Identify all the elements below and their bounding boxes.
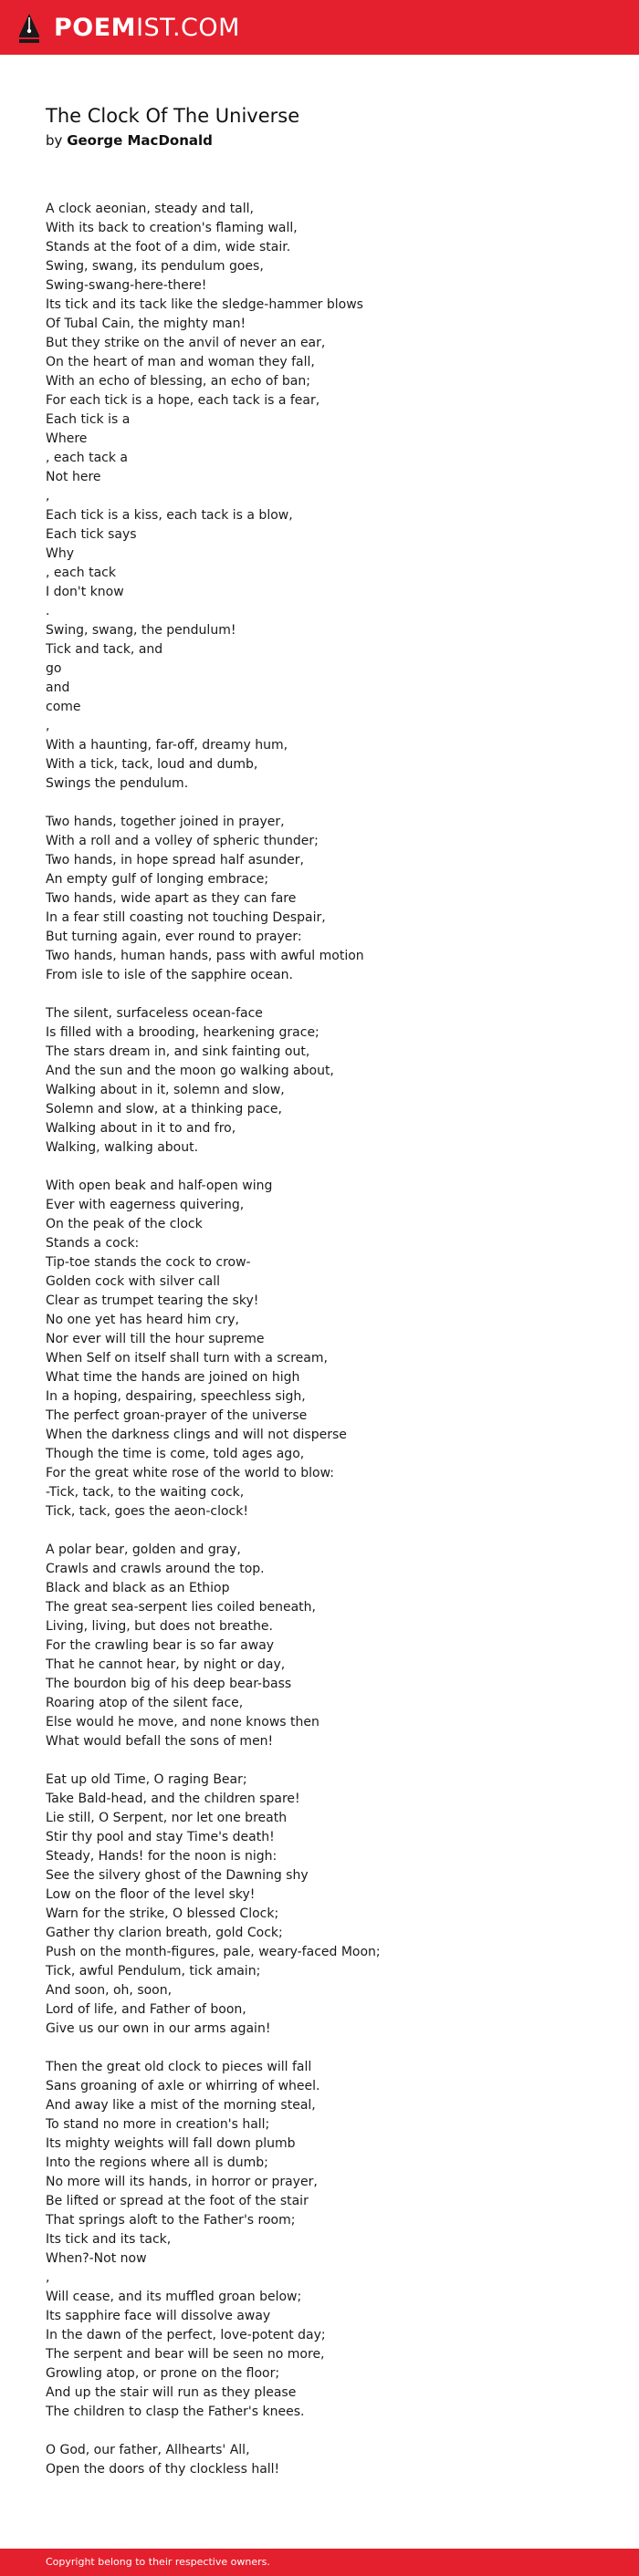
poem-line: Two hands, human hands, pass with awful motion <box>46 949 364 963</box>
poem-line: The great sea-serpent lies coiled beneath, <box>46 1600 316 1615</box>
poem-line: Two hands, in hope spread half asunder, <box>46 853 304 867</box>
poem-line: Living, living, but does not breathe. <box>46 1619 273 1634</box>
poem-line: In a fear still coasting not touching Despair, <box>46 910 326 925</box>
poem-line: The stars dream in, and sink fainting out, <box>46 1044 310 1059</box>
poem-line: I don't know <box>46 585 124 599</box>
poem-line: Lie still, O Serpent, nor let one breath <box>46 1811 288 1825</box>
poem-line: Each tick is a <box>46 412 131 427</box>
site-logo[interactable] <box>18 14 240 43</box>
poem-line: Low on the floor of the level sky! <box>46 1887 256 1902</box>
poem-line: Walking about in it, solemn and slow, <box>46 1083 285 1097</box>
poem-line: Each tick says <box>46 527 137 542</box>
poem-line: With a haunting, far-off, dreamy hum, <box>46 738 288 753</box>
poem-line: . <box>46 604 50 618</box>
poem-line: But turning again, ever round to prayer: <box>46 930 302 944</box>
site-footer <box>0 2549 639 2576</box>
stanza-break <box>46 1158 593 1177</box>
stanza-break <box>46 1751 593 1771</box>
poem-line: Swings the pendulum. <box>46 776 189 791</box>
poem-line: Will cease, and its muffled groan below; <box>46 2290 302 2304</box>
poem-line: See the silvery ghost of the Dawning shy <box>46 1868 309 1883</box>
poem-line: Stir thy pool and stay Time's death! <box>46 1830 275 1844</box>
pen-nib-icon <box>18 14 40 43</box>
poem-line: When?-Not now <box>46 2251 147 2266</box>
poem-line: Warn for the strike, O blessed Clock; <box>46 1906 279 1921</box>
poem-line: , each tack <box>46 566 116 580</box>
poem-line: , <box>46 719 50 733</box>
author-name[interactable]: George MacDonald <box>67 132 213 149</box>
poem-line: With an echo of blessing, an echo of ban; <box>46 374 310 389</box>
poem-line: Black and black as an Ethiop <box>46 1581 230 1595</box>
poem-line: Open the doors of thy clockless hall! <box>46 2462 280 2477</box>
poem-line: Crawls and crawls around the top. <box>46 1562 265 1576</box>
poem-line: and <box>46 680 70 695</box>
poem-line: Where <box>46 431 88 446</box>
poem-line: The perfect groan-prayer of the universe <box>46 1408 308 1423</box>
poem-line: Two hands, wide apart as they can fare <box>46 891 297 906</box>
poem-line: No more will its hands, in horror or prayer, <box>46 2175 318 2189</box>
byline <box>46 131 593 150</box>
poem-line: Gather thy clarion breath, gold Cock; <box>46 1926 283 1940</box>
logo-wordmark <box>54 14 240 43</box>
poem-line: No one yet has heard him cry, <box>46 1313 239 1327</box>
poem-line: Not here <box>46 470 101 484</box>
poem-line: For the crawling bear is so far away <box>46 1638 275 1653</box>
poem-line: Growling atop, or prone on the floor; <box>46 2366 280 2381</box>
poem-line: But they strike on the anvil of never an ear, <box>46 336 326 350</box>
poem-line: And up the stair will run as they please <box>46 2385 297 2400</box>
poem-line: Take Bald-head, and the children spare! <box>46 1792 300 1806</box>
poem-line: come <box>46 700 81 714</box>
poem-line: go <box>46 661 62 676</box>
poem-line: Be lifted or spread at the foot of the stair <box>46 2194 309 2208</box>
poem-line: For each tick is a hope, each tack is a fear, <box>46 393 320 408</box>
poem-line: Tip-toe stands the cock to crow- <box>46 1255 251 1270</box>
poem-line: A polar bear, golden and gray, <box>46 1542 241 1557</box>
stanza-break <box>46 794 593 813</box>
poem-line: Walking about in it to and fro, <box>46 1121 236 1136</box>
poem-line: , <box>46 489 50 504</box>
poem-line: From isle to isle of the sapphire ocean. <box>46 968 293 982</box>
poem-line: On the peak of the clock <box>46 1217 203 1231</box>
poem-line: When the darkness clings and will not disperse <box>46 1428 347 1442</box>
site-header <box>0 0 639 55</box>
poem-line: And the sun and the moon go walking about, <box>46 1064 334 1078</box>
poem-line: The children to clasp the Father's knees. <box>46 2405 305 2419</box>
poem-line: For the great white rose of the world to blow: <box>46 1466 334 1480</box>
poem-line: Of Tubal Cain, the mighty man! <box>46 317 246 331</box>
poem-line: An empty gulf of longing embrace; <box>46 872 269 887</box>
poem-line: Stands a cock: <box>46 1236 140 1251</box>
poem-line: Push on the month-figures, pale, weary-faced Moon; <box>46 1945 381 1959</box>
poem-line: On the heart of man and woman they fall, <box>46 355 315 369</box>
poem-line: The silent, surfaceless ocean-face <box>46 1006 263 1021</box>
poem-line: Lord of life, and Father of boon, <box>46 2002 246 2017</box>
stanza-break <box>46 985 593 1004</box>
poem-line: A clock aeonian, steady and tall, <box>46 202 254 216</box>
copyright-notice: Copyright belong to their respective owners. <box>46 2556 270 2568</box>
poem-line: Steady, Hands! for the noon is nigh: <box>46 1849 278 1864</box>
poem-line: In a hoping, despairing, speechless sigh, <box>46 1389 306 1404</box>
poem-line: Each tick is a kiss, each tack is a blow, <box>46 508 293 523</box>
stanza-break <box>46 2039 593 2058</box>
poem-line: Two hands, together joined in prayer, <box>46 815 285 829</box>
poem-line: And away like a mist of the morning steal, <box>46 2098 316 2113</box>
poem-line: , <box>46 2270 50 2285</box>
poem-line: Its tick and its tack, <box>46 2232 172 2247</box>
poem-line: Swing, swang, the pendulum! <box>46 623 236 638</box>
poem-line: What would befall the sons of men! <box>46 1734 274 1749</box>
poem-line: Its sapphire face will dissolve away <box>46 2309 271 2323</box>
stanza-break <box>46 1522 593 1541</box>
poem-title: The Clock Of The Universe <box>46 105 300 127</box>
poem-line: Though the time is come, told ages ago, <box>46 1447 305 1461</box>
poem-line: With open beak and half-open wing <box>46 1179 273 1193</box>
poem-line: Tick and tack, and <box>46 642 163 657</box>
poem-line: The bourdon big of his deep bear-bass <box>46 1677 292 1691</box>
poem-line: , each tack a <box>46 451 129 465</box>
poem-line: Into the regions where all is dumb; <box>46 2155 268 2170</box>
poem-line: And soon, oh, soon, <box>46 1983 173 1998</box>
stanza-break <box>46 2422 593 2441</box>
poem-body <box>46 200 593 2479</box>
poem-line: Sans groaning of axle or whirring of wheel. <box>46 2079 320 2093</box>
logo-wordmark-light: IST.COM <box>136 14 240 42</box>
poem-line: -Tick, tack, to the waiting cock, <box>46 1485 245 1500</box>
poem-line: Eat up old Time, O raging Bear; <box>46 1772 247 1787</box>
poem-line: Swing, swang, its pendulum goes, <box>46 259 264 274</box>
poem-line: To stand no more in creation's hall; <box>46 2117 270 2132</box>
poem-line: Tick, awful Pendulum, tick amain; <box>46 1964 261 1979</box>
poem-line: Golden cock with silver call <box>46 1274 221 1289</box>
poem-line: Then the great old clock to pieces will fall <box>46 2060 312 2074</box>
poem-line: Its mighty weights will fall down plumb <box>46 2136 296 2151</box>
poem-line: What time the hands are joined on high <box>46 1370 300 1385</box>
poem-line: Solemn and slow, at a thinking pace, <box>46 1102 282 1117</box>
poem-line: When Self on itself shall turn with a scream, <box>46 1351 328 1366</box>
poem-header <box>46 102 593 150</box>
poem-line: With its back to creation's flaming wall, <box>46 221 298 235</box>
poem-line: Nor ever will till the hour supreme <box>46 1332 265 1346</box>
byline-label: by <box>46 132 63 149</box>
poem-line: In the dawn of the perfect, love-potent day; <box>46 2328 326 2342</box>
poem-line: O God, our father, Allhearts' All, <box>46 2443 250 2457</box>
poem-line: Tick, tack, goes the aeon-clock! <box>46 1504 248 1519</box>
poem-line: Clear as trumpet tearing the sky! <box>46 1293 259 1308</box>
poem-line: With a tick, tack, loud and dumb, <box>46 757 258 772</box>
poem-line: Is filled with a brooding, hearkening grace; <box>46 1025 320 1040</box>
poem-line: Give us our own in our arms again! <box>46 2021 271 2036</box>
poem-line: Why <box>46 546 75 561</box>
poem-line: That springs aloft to the Father's room; <box>46 2213 296 2228</box>
logo-wordmark-bold: POEM <box>54 14 137 42</box>
poem-line: Stands at the foot of a dim, wide stair. <box>46 240 291 254</box>
poem-line: With a roll and a volley of spheric thunder; <box>46 834 319 848</box>
poem-line: That he cannot hear, by night or day, <box>46 1657 286 1672</box>
poem-line: Swing-swang-here-there! <box>46 278 207 293</box>
poem-line: Its tick and its tack like the sledge-hammer blows <box>46 297 363 312</box>
poem-line: Else would he move, and none knows then <box>46 1715 320 1729</box>
poem-line: The serpent and bear will be seen no more, <box>46 2347 325 2362</box>
poem-line: Roaring atop of the silent face, <box>46 1696 244 1710</box>
poem-line: Ever with eagerness quivering, <box>46 1198 245 1212</box>
poem-line: Walking, walking about. <box>46 1140 199 1155</box>
